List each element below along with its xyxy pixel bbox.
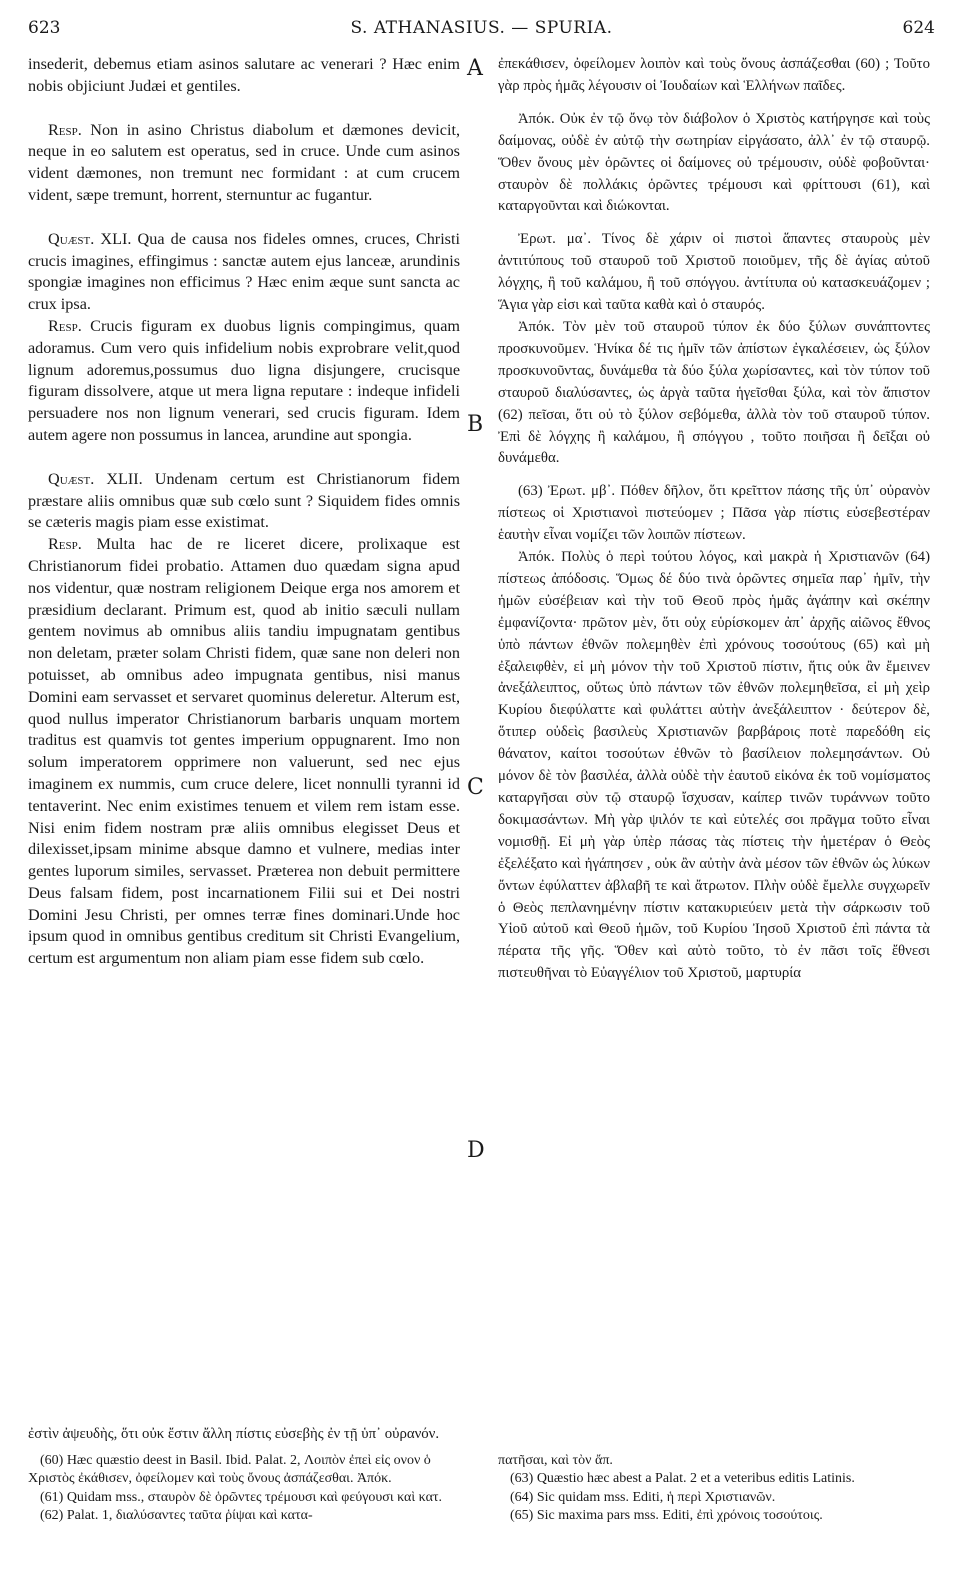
footnote: πατῆσαι, καὶ τὸν ἄπ. bbox=[498, 1453, 613, 1468]
greek-paragraph: ἐπεκάθισεν, ὀφείλομεν λοιπὸν καὶ τοὺς ὄνους ἀσπάζεσθαι (60) ; Τοῦτο γὰρ πρὸς ἡμᾶς λέγουσιν οἱ Ἰουδαίων καὶ Ἑλλήνων παῖδες. bbox=[498, 56, 930, 94]
margin-letter-a: A bbox=[467, 56, 483, 81]
greek-column bbox=[498, 54, 930, 985]
running-title: S. ATHANASIUS. — SPURIA. bbox=[350, 18, 613, 38]
footnote: (65) Sic maxima pars mss. Editi, ἐπὶ χρόνοις τοσούτοις. bbox=[510, 1507, 823, 1523]
greek-paragraph: Ἀπόκ. Τὸν μὲν τοῦ σταυροῦ τύπον ἐκ δύο ξύλων συνάπτοντες προσκυνοῦμεν. Ἡνίκα δέ τις ἡμῖν τῶν ἀπίστων ἐγκαλέσειεν, ὡς ξύλον προσκυνοῦντας, δυνάμεθα τὰ δύο ξύλα χωρίσαντες, καὶ τὸν τύπον τοῦ σταυροῦ διαλύσαντες, ὡς ἀργὰ ταῦτα ἡγεῖσθαι ξύλα, καὶ τὸν ἄπιστον (62) πεῖσαι, ὅτι οὐ τὸ ξύλον σεβόμεθα, ἀλλὰ τὸν τοῦ σταυροῦ τύπον. Ἐπὶ δὲ λόγχης ἢ καλάμου, ἢ σπόγγου , τοῦτο ποιῆσαι ἢ δεῖξαι οὐ δυνάμεθα. bbox=[498, 318, 930, 467]
footnote: (60) Hæc quæstio deest in Basil. Ibid. Palat. 2, Λοιπὸν ἐπεὶ εἰς ονον ὁ Χριστὸς ἐκάθισεν, ὀφείλομεν καὶ τοὺς ὄνους ἀσπάζεσθαι. Ἀπόκ. bbox=[28, 1453, 431, 1487]
latin-paragraph: Quæst. XLII. Undenam certum est Christianorum fidem præstare aliis omnibus quæ sub cœlo sunt ? Siquidem fides omnis se cæteris magis piam esse existimat. bbox=[28, 469, 460, 532]
greek-paragraph: Ἐρωτ. μα᾽. Τίνος δὲ χάριν οἱ πιστοὶ ἅπαντες σταυροὺς μὲν ἀντιτύπους τοῦ σταυροῦ τοῦ Χριστοῦ ποιοῦμεν, τῆς δὲ ἁγίας αὐτοῦ λόγχης, ἢ τοῦ καλάμου, ἢ τοῦ σπόγγου. ἀντίτυπα οὐ κατασκευάζομεν ; Ἅγια γὰρ εἰσι καὶ ταῦτα καθὰ καὶ ὁ σταυρός. bbox=[498, 231, 930, 314]
margin-letter-b: B bbox=[467, 412, 484, 437]
latin-paragraph: Resp. Multa hac de re liceret dicere, prolixaque est Christianorum fidei probatio. Attamen duo quædam signa apud nos videntur, quæ nostram religionem Deique erga nos amorem et præsidium declarant. Primum est, quod ab initio sæculi nullam gentem novimus ab omnibus aliis tandiu impugnatam gentibus non deletam, præter solam Christi fidem, quæ sane non deleri non potuisset, ab omnibus adeo impugnata gentibus, nisi manus Domini eam servasset et servaret quominus deleretur. Alterum est, quod nullus imperator Christianorum barbaris unquam mortem traditus est quamvis tot gentes imperium oppugnarent. Imo non solum imperatorem opprimere non valuerunt, sed nec ejus imaginem ex nummis, cum cruce delere, licet nonnulli tyranni id tentaverint. Nec enim existimes tenuem et vilem rem istam esse. Nisi enim fidem nostram præ aliis omnibus elegisset Deus et dilexisset,ipsam minime absque damno et vulnere, medias inter gentes luporum similes, servasset. Præterea non debuit permittere Deus falsam fidem, post incarnationem Filii sui et Dei nostri Domini Jesu Christi, per omnes terræ fines dominari.Unde hoc ipsum quod in omnibus gentibus creditum sit Christi Evangelium, certum est argumentum non aliam piam esse fidem sub cœlo. bbox=[28, 535, 460, 968]
greek-paragraph: (63) Ἐρωτ. μβ᾽. Πόθεν δῆλον, ὅτι κρεῖττον πάσης τῆς ὑπ᾽ οὐρανὸν πίστεως οἱ Χριστιανοὶ πιστεύομεν ; Πᾶσα γὰρ πίστις εὐσεβεστέραν ἑαυτὴν εἶναι νομίζει τῶν λοιπῶν πίστεων. bbox=[498, 483, 930, 544]
footnotes-left bbox=[28, 1452, 468, 1525]
margin-letter-d: D bbox=[467, 1138, 485, 1163]
page-number-right: 624 bbox=[902, 18, 935, 38]
page-number-left: 623 bbox=[28, 18, 61, 38]
response-label: Resp. bbox=[48, 120, 82, 139]
latin-paragraph: insederit, debemus etiam asinos salutare ac venerari ? Hæc enim nobis objiciunt Judæi et gentiles. bbox=[28, 55, 460, 95]
latin-paragraph: Resp. Crucis figuram ex duobus lignis compingimus, quam adoramus. Cum vero quis infidelium nobis exprobrare velit,quod lignum adoremus,possumus duo ligna disjungere, crucisque figuram dissolvere, atque ut mera ligna reputare : indeque infideli persuadere nos non lignum venerari, sed crucis figuram. Idem autem agere non possumus in lancea, arundine aut spongia. bbox=[28, 316, 460, 444]
footnote: (64) Sic quidam mss. Editi, ἡ περὶ Χριστιανῶν. bbox=[510, 1489, 776, 1505]
latin-paragraph: Quæst. XLI. Qua de causa nos fideles omnes, cruces, Christi crucis imagines, effingimus : sanctæ autem ejus lanceæ, arundinis spongiæ imagines non efficimus ? Hæc enim æque sunt sancta ac crux ipsa. bbox=[28, 229, 460, 314]
footnotes-right bbox=[498, 1452, 930, 1525]
footnote: (63) Quæstio hæc abest a Palat. 2 et a veteribus editis Latinis. bbox=[510, 1471, 855, 1487]
response-label: Resp. bbox=[48, 535, 82, 554]
question-label: Quæst. XLI. bbox=[48, 229, 132, 248]
page-header bbox=[28, 18, 935, 48]
greek-paragraph: Ἀπόκ. Πολὺς ὁ περὶ τούτου λόγος, καὶ μακρὰ ἡ Χριστιανῶν (64) πίστεως ἀπόδοσις. Ὅμως δέ δύο τινὰ ὁρῶντες σημεῖα παρ᾽ ἡμῖν, τὴν ἡμῶν εὐσέβειαν καὶ τὴν τοῦ Θεοῦ πρὸς ἡμᾶς ἀγάπην καὶ σκέπην ἐμφανίζοντα· πρῶτον μὲν, ὅτι οὐχ εὑρίσκομεν ἀπ᾽ ἀρχῆς αἰῶνος ἔθνος ὑπὸ πάντων ἐθνῶν πολεμηθὲν ἐπὶ χρόνους τοσούτους (65) καὶ μὴ ἐξαλειφθὲν, εἰ μὴ μόνον τὴν τοῦ Χριστοῦ πίστιν, ἥτις οὐκ ἂν ἔμεινεν ἀνεξάλειπτος, οὕτως ὑπὸ πάντων τῶν ἐθνῶν πολεμηθεῖσα, εἰ μὴ χεὶρ Κυρίου διεφύλαττε καὶ φυλάττει αὐτὴν ἀνεξάλειπτον · δεύτερον δὲ, ὅτιπερ οὐδεὶς βασιλεὺς Χριστιανῶν βαρβάροις ποτὲ παρεδόθη εἰς θάνατον, καίτοι τοσούτων ἐθνῶν τὸ βασίλειον πολεμησάντων. Οὐ μόνον δὲ τὸν βασιλέα, ἀλλὰ οὐδὲ τὴν ἑαυτοῦ εἰκόνα ἐκ τοῦ νομίσματος καταργῆσαι σὺν τῷ σταυρῷ ἴσχυσαν, καίπερ τινῶν τυράννων τοῦτο δοκιμασάντων. Μὴ γὰρ ψιλόν τε καὶ εὐτελές σοι πρᾶγμα τοῦτο εἶναι νομισθῇ. Εἰ μὴ γὰρ ὑπὲρ πάσας τὰς πίστεις τὴν ἡμετέραν ὁ Θεὸς ἐξελέξατο καὶ ἠγάπησεν , οὐκ ἂν αὐτὴν ἀνὰ μέσον τῶν ἐθνῶν ὡς λύκων ὄντων ἐφύλαττεν ἀβλαβῆ τε καὶ ἄτρωτον. Πλὴν οὐδὲ ἔμελλε συγχωρεῖν ὁ Θεὸς πεπλανημένην πίστιν κατακυριεύειν μετὰ τὴν σάρκωσιν τοῦ Υἱοῦ αὐτοῦ καὶ Θεοῦ ἡμῶν, τοῦ Κυρίου Ἰησοῦ Χριστοῦ ἐπὶ πάντα τὰ πέρατα τῆς γῆς. Ὅθεν καὶ αὐτὸ τοῦτο, τὸ ἐν πᾶσι τοῖς ἔθνεσι πιστευθῆναι τὸ Εὐαγγέλιον τοῦ Χριστοῦ, μαρτυρία bbox=[498, 549, 930, 982]
continuation-line: ἐστὶν ἀψευδὴς, ὅτι οὐκ ἔστιν ἄλλη πίστις εὐσεβὴς ἐν τῇ ὑπ᾽ οὐρανόν. bbox=[28, 1426, 440, 1442]
footnote: (62) Palat. 1, διαλύσαντες ταῦτα ῥίψαι καὶ κατα- bbox=[40, 1507, 313, 1523]
greek-paragraph: Ἀπόκ. Οὐκ ἐν τῷ ὄνῳ τὸν διάβολον ὁ Χριστὸς κατήργησε καὶ τοὺς δαίμονας, οὐδὲ ἐν αὐτῷ τὴν σωτηρίαν εἰργάσατο, ἀλλ᾽ ἐν τῷ σταυρῷ. Ὅθεν ὄνους μὲν ὁρῶντες οἱ δαίμονες οὐ τρέμουσιν, οὐδὲ φοβοῦνται· σταυρὸν δὲ πολλάκις ὁρῶντες τρέμουσι καὶ φρίττουσι (61), καὶ καταργοῦνται καὶ διώκονται. bbox=[498, 110, 930, 215]
latin-paragraph: Resp. Non in asino Christus diabolum et dæmones devicit, neque in eo salutem est operatus, sed in cruce. Unde cum asinos vident dæmones, non tremunt nec formidant : at cum crucem vident, sæpe tremunt, horrent, sternuntur ac fugantur. bbox=[28, 120, 460, 204]
margin-letter-c: C bbox=[467, 775, 484, 800]
footnote: (61) Quidam mss., σταυρὸν δὲ ὁρῶντες τρέμουσι καὶ φεύγουσι καὶ κατ. bbox=[40, 1489, 443, 1505]
latin-column bbox=[28, 54, 460, 970]
question-label: Quæst. XLII. bbox=[48, 469, 143, 488]
response-label: Resp. bbox=[48, 316, 82, 335]
